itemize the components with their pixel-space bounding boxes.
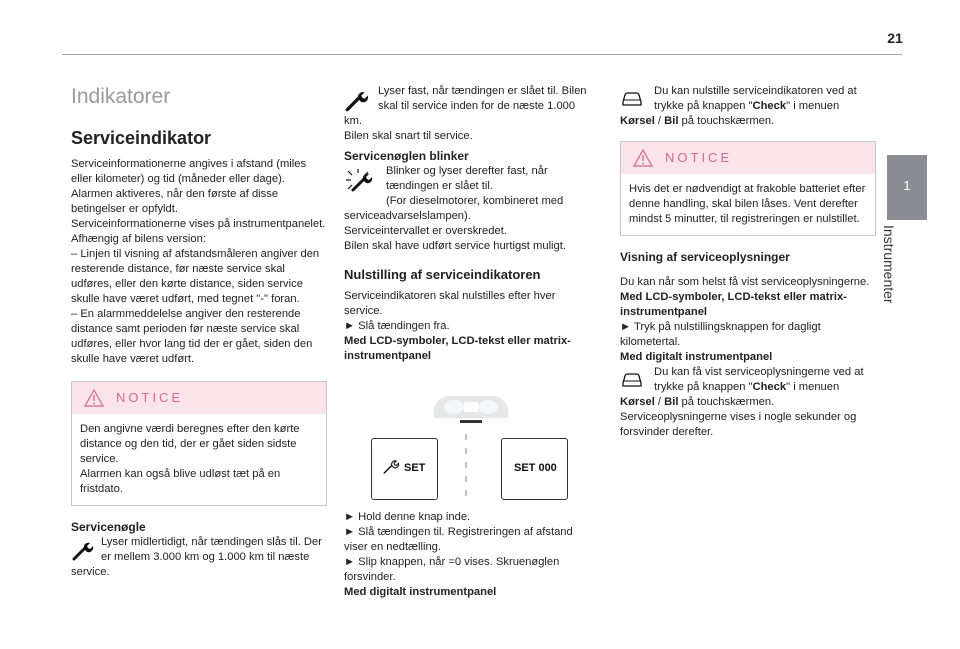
wrench-icon (382, 459, 400, 475)
paragraph: Serviceintervallet er overskredet. (344, 225, 507, 237)
subheading: Servicenøglen blinker (344, 149, 469, 163)
chapter-tab-number: 1 (903, 178, 911, 193)
touch-paragraph: Du kan nulstille serviceindikatoren ved at trykke på knappen "Check" i menuen Kørsel / Bil på touchskærmen. (620, 85, 857, 127)
bold-label: Med digitalt instrumentpanel (620, 351, 773, 363)
wrench-blinking-icon (344, 168, 378, 194)
notice-title: NOTICE (116, 390, 184, 405)
subheading: Visning af serviceoplysninger (620, 250, 790, 264)
step: ► Hold denne knap inde. (344, 511, 471, 523)
section-heading: Nulstilling af serviceindikatoren (344, 267, 541, 282)
car-touch-icon (620, 90, 644, 108)
car-touch-icon (620, 371, 644, 389)
set-label: SET (404, 462, 426, 474)
paragraph: Bilen skal snart til service. (344, 130, 473, 142)
column-3 (620, 84, 876, 440)
notice-title: NOTICE (665, 150, 733, 165)
warning-triangle-icon (84, 389, 104, 407)
view-paragraph: Du kan få vist serviceoplysningerne ved at trykke på knappen "Check" i menuen Kørsel / Bil på touchskærmen. (620, 366, 864, 408)
notice-body (72, 414, 326, 505)
blink-paragraph: Blinker og lyser derefter fast, når tændingen er slået til. (344, 164, 596, 194)
chapter-label: Instrumenter (881, 225, 897, 304)
column-2 (344, 84, 596, 600)
step: ► Tryk på nulstillingsknappen for dagligt kilometertal. (620, 321, 821, 348)
set-button-release[interactable] (501, 438, 568, 500)
step: ► Slip knappen, når =0 vises. Skruenøglen forsvinder. (344, 556, 560, 583)
notice-body (621, 174, 875, 235)
bold-label: Med LCD-symboler, LCD-tekst eller matrix-instrumentpanel (620, 291, 847, 318)
subheading: Servicenøgle (71, 520, 146, 534)
warning-triangle-icon (633, 149, 653, 167)
notice-text: Hvis det er nødvendigt at frakoble batteriet efter denne handling, skal bilen låses. Vent derefter mindst 5 minutter, til registreringen er nulstillet. (629, 183, 866, 225)
page-title: Indikatorer (71, 85, 171, 108)
key-text: Lyser midlertidigt, når tændingen slås til. Der er mellem 3.000 km og 1.000 km til næste service. (71, 536, 322, 578)
paragraph: ► Slå tændingen fra. (344, 320, 450, 332)
panel-divider (464, 434, 468, 498)
wrench-icon (71, 541, 95, 561)
paragraph: Serviceindikatoren skal nulstilles efter hver service. (344, 290, 556, 317)
key-paragraph (71, 535, 327, 580)
bold-label: Med digitalt instrumentpanel (344, 586, 497, 598)
list-item: – Linjen til visning af afstandsmåleren angiver den resterende distance, før næste service skal udføres, eller den kørte distance, siden service skulle have været udført, med tegnet "-" foran. (71, 248, 320, 305)
page-number: 21 (887, 30, 903, 46)
paragraph: (For dieselmotorer, kombineret med serviceadvarselslampen). (344, 195, 564, 222)
paragraph: Du kan når som helst få vist serviceoplysningerne. (620, 276, 870, 288)
wrench-icon (344, 90, 370, 112)
dashboard-icon (426, 390, 516, 424)
paragraph: Serviceinformationerne angives i afstand (miles eller kilometer) og tid (måneder eller dage). (71, 158, 307, 185)
paragraph: Serviceinformationerne vises på instrumentpanelet. Afhængig af bilens version: (71, 218, 326, 245)
list-item: – En alarmmeddelelse angiver den resterende distance samt perioden før næste service skal udføres, eller hvor lang tid der er gået, siden den skulle have været udført. (71, 308, 313, 365)
notice-text: Den angivne værdi beregnes efter den kørte distance og den tid, der er gået siden sidste service. (80, 423, 300, 465)
bold-label: Med LCD-symboler, LCD-tekst eller matrix-instrumentpanel (344, 335, 571, 362)
instrument-panel-illustration (344, 372, 596, 502)
set-button-press[interactable] (371, 438, 438, 500)
section-heading: Serviceindikator (71, 128, 212, 148)
step: ► Slå tændingen til. Registreringen af afstand viser en nedtælling. (344, 526, 573, 553)
fixed-paragraph: Lyser fast, når tændingen er slået til. Bilen skal til service inden for de næste 1.000 km. (344, 85, 587, 127)
paragraph: Bilen skal have udført service hurtigst muligt. (344, 240, 566, 252)
notice-box (620, 141, 876, 236)
paragraph: Alarmen aktiveres, når den første af disse betingelser er opfyldt. (71, 188, 279, 215)
set-zero-label: SET 000 (514, 462, 557, 474)
notice-header (621, 142, 875, 174)
header-rule (62, 54, 902, 55)
paragraph: Serviceoplysningerne vises i nogle sekunder og forsvinder derefter. (620, 411, 857, 438)
notice-text: Alarmen kan også blive udløst tæt på en fristdato. (80, 468, 281, 495)
column-1 (71, 84, 327, 580)
notice-box (71, 381, 327, 506)
notice-header (72, 382, 326, 414)
